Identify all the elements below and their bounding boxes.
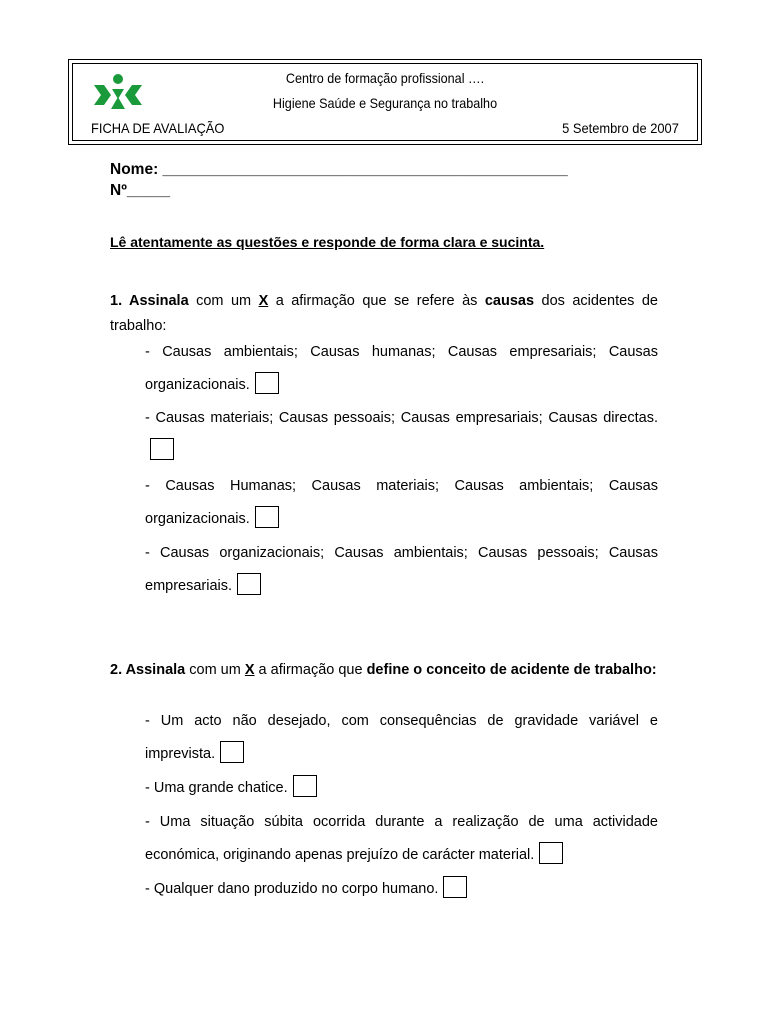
- q2-text-b: a afirmação que: [254, 662, 367, 678]
- q2-option-2: [145, 772, 658, 805]
- q1-option-1-checkbox[interactable]: [255, 372, 279, 394]
- q2-option-1: [145, 705, 658, 771]
- q2-option-2-checkbox[interactable]: [293, 775, 317, 797]
- q1-number: 1. Assinala: [110, 293, 189, 309]
- document-header: [68, 59, 702, 145]
- number-field[interactable]: Nº_____: [110, 182, 170, 199]
- header-inner-frame: [72, 63, 698, 141]
- name-field-line: [110, 161, 568, 179]
- q1-option-4: [145, 537, 658, 603]
- question-1: [110, 289, 658, 339]
- q2-option-4-checkbox[interactable]: [443, 876, 467, 898]
- name-label: Nome:: [110, 161, 159, 178]
- q1-keyword: causas: [484, 293, 535, 309]
- instructions: Lê atentamente as questões e responde de forma clara e sucinta.: [110, 234, 545, 250]
- header-center-name: Centro de formação profissional ….: [285, 70, 485, 86]
- q2-x-mark: X: [244, 662, 255, 678]
- q1-text-a: com um: [188, 293, 259, 309]
- q2-option-4: [145, 873, 658, 906]
- header-course-title: Higiene Saúde e Segurança no trabalho: [272, 95, 498, 111]
- q1-text-b: a afirmação que se refere às: [268, 293, 485, 309]
- q2-number: 2. Assinala: [110, 662, 186, 678]
- q2-option-3: [145, 806, 658, 872]
- q1-option-2-text: - Causas materiais; Causas pessoais; Causas empresariais; Causas directas.: [145, 410, 658, 426]
- q1-option-2: [145, 402, 658, 468]
- q1-option-3-text: - Causas Humanas; Causas materiais; Causas ambientais; Causas organizacionais.: [145, 478, 658, 527]
- q2-option-4-text: - Qualquer dano produzido no corpo humano.: [145, 881, 439, 897]
- q2-option-3-text: - Uma situação súbita ocorrida durante a realização de uma actividade económica, originando apenas prejuízo de carácter material.: [145, 814, 658, 863]
- q2-option-3-checkbox[interactable]: [539, 842, 563, 864]
- q1-option-1-text: - Causas ambientais; Causas humanas; Causas empresariais; Causas organizacionais.: [145, 344, 658, 393]
- q1-option-2-checkbox[interactable]: [150, 438, 174, 460]
- question-2: [110, 658, 658, 683]
- q1-option-4-text: - Causas organizacionais; Causas ambientais; Causas pessoais; Causas empresariais.: [145, 545, 658, 594]
- q2-option-1-text: - Um acto não desejado, com consequências de gravidade variável e imprevista.: [145, 713, 658, 762]
- q1-option-1: [145, 336, 658, 402]
- q2-option-2-text: - Uma grande chatice.: [145, 780, 288, 796]
- q1-option-4-checkbox[interactable]: [237, 573, 261, 595]
- name-blank[interactable]: _______________________________________________: [158, 161, 568, 178]
- q1-text-c: dos acidentes de trabalho:: [110, 293, 658, 334]
- q2-keyword: define o conceito de acidente de trabalho:: [366, 662, 657, 678]
- q1-option-3: [145, 470, 658, 536]
- q1-option-3-checkbox[interactable]: [255, 506, 279, 528]
- q2-option-1-checkbox[interactable]: [220, 741, 244, 763]
- form-title: FICHA DE AVALIAÇÃO: [91, 120, 225, 136]
- q1-x-mark: X: [258, 293, 269, 309]
- form-date: 5 Setembro de 2007: [562, 120, 679, 136]
- q2-text-a: com um: [185, 662, 245, 678]
